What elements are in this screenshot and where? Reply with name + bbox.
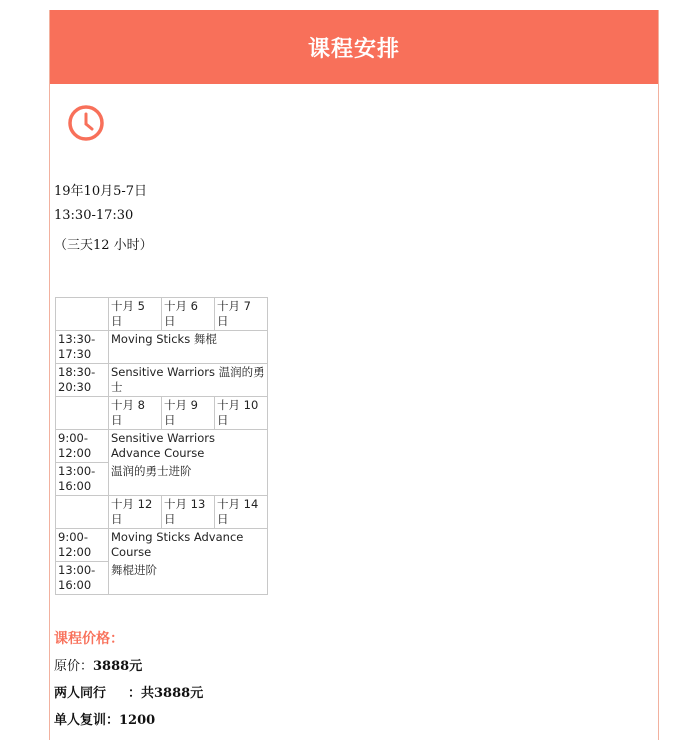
table-cell: Moving Sticks 舞棍 — [109, 331, 268, 364]
table-cell: 十月 9 日 — [162, 397, 215, 430]
price-pair — [54, 682, 203, 701]
price-retrain-value: 1200 — [119, 713, 156, 728]
course-duration: （三天12 小时） — [54, 238, 153, 253]
table-cell: 9:00-12:00 — [56, 529, 109, 562]
price-retrain-label: 单人复训： — [54, 713, 120, 728]
table-cell — [56, 397, 109, 430]
price-original-label: 原价： — [54, 659, 94, 674]
table-row — [56, 397, 268, 430]
price-original — [54, 655, 142, 674]
page-header — [50, 10, 658, 84]
table-cell: 十月 6 日 — [162, 298, 215, 331]
table-row — [56, 496, 268, 529]
table-cell: Sensitive Warriors Advance Course — [109, 430, 268, 463]
table-row — [56, 463, 268, 496]
table-cell: 13:30-17:30 — [56, 331, 109, 364]
table-cell: 十月 7 日 — [215, 298, 268, 331]
price-title: 课程价格： — [54, 631, 124, 647]
table-cell: 温润的勇士进阶 — [109, 463, 268, 496]
table-cell: 十月 14 日 — [215, 496, 268, 529]
table-cell: 十月 12 日 — [109, 496, 162, 529]
table-row — [56, 331, 268, 364]
table-cell: 十月 8 日 — [109, 397, 162, 430]
table-row — [56, 562, 268, 595]
table-cell: 9:00-12:00 — [56, 430, 109, 463]
table-row — [56, 430, 268, 463]
table-cell: Moving Sticks Advance Course — [109, 529, 268, 562]
table-cell: 舞棍进阶 — [109, 562, 268, 595]
price-original-value: 3888元 — [93, 659, 143, 674]
table-row — [56, 529, 268, 562]
table-cell — [56, 496, 109, 529]
table-cell: 18:30-20:30 — [56, 364, 109, 397]
price-pair-label: 两人同行 — [54, 686, 107, 701]
table-cell: 13:00-16:00 — [56, 463, 109, 496]
course-date: 19年10月5-7日 — [54, 184, 148, 199]
table-cell: 13:00-16:00 — [56, 562, 109, 595]
price-pair-value: ：共3888元 — [128, 686, 204, 701]
page-title: 课程安排 — [307, 36, 400, 62]
content-frame — [49, 10, 659, 740]
table-row — [56, 364, 268, 397]
table-cell — [56, 298, 109, 331]
table-cell: 十月 5 日 — [109, 298, 162, 331]
price-retrain — [54, 709, 155, 728]
table-cell: Sensitive Warriors 温润的勇士 — [109, 364, 268, 397]
schedule-table — [55, 297, 268, 595]
course-time: 13:30-17:30 — [54, 208, 134, 223]
table-cell: 十月 10 日 — [215, 397, 268, 430]
table-row — [56, 298, 268, 331]
clock-icon — [67, 104, 105, 142]
table-cell: 十月 13 日 — [162, 496, 215, 529]
